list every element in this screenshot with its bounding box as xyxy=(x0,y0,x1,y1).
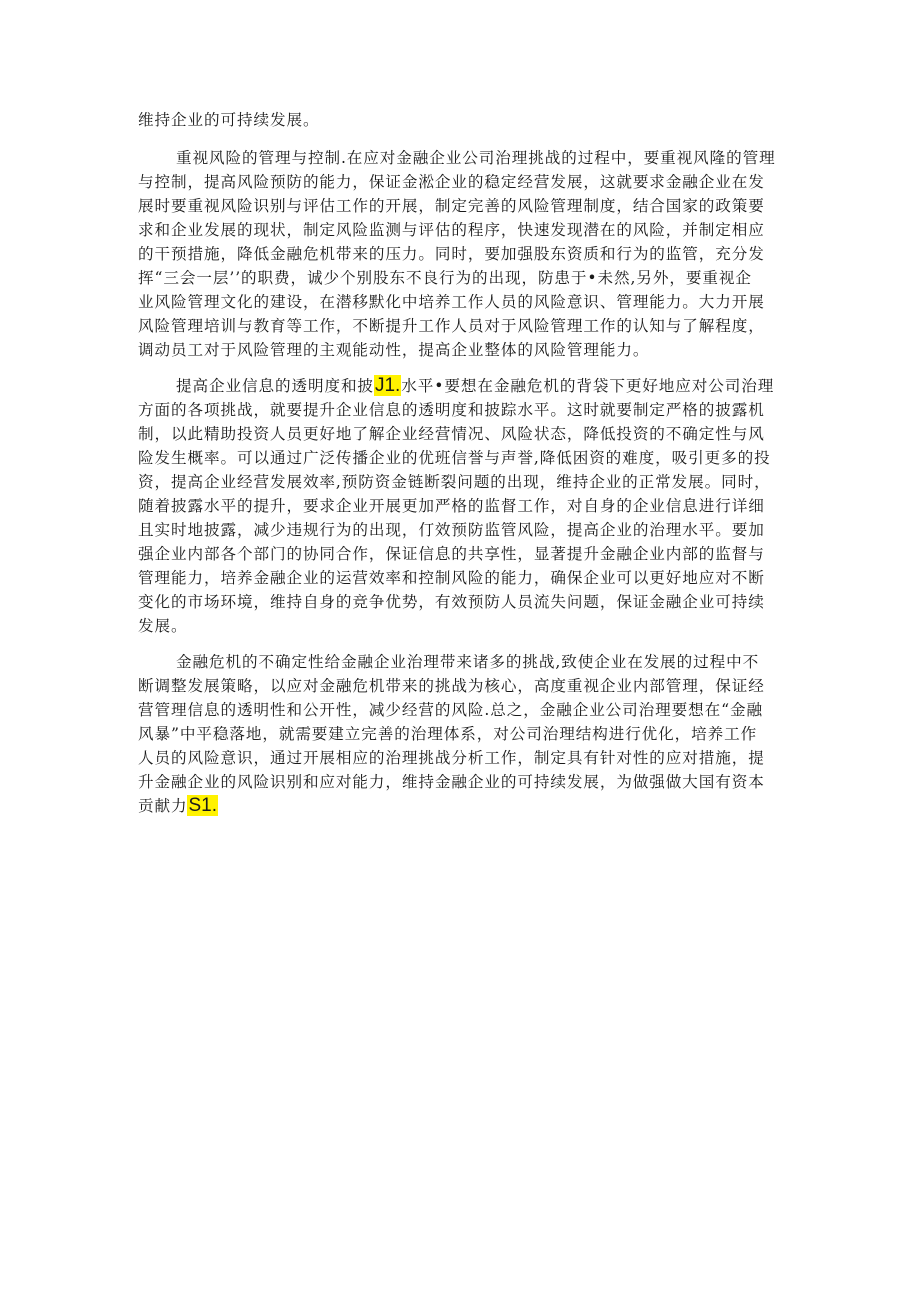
line-text-after: 水平•要想在金融危机的背袋下更好地应对公司治理 xyxy=(401,377,775,395)
text-line: 随着披露水平的提升，要求企业开展更加严格的监督工作，对自身的企业信息进行详细 xyxy=(138,497,765,515)
text-line: 求和企业发展的现状，制定风险监测与评估的程序，快速发现潜在的风险，并制定相应 xyxy=(138,221,765,239)
text-line: 业风险管理文化的建设，在潜移默化中培养工作人员的风险意识、管理能力。大力开展 xyxy=(138,293,765,311)
text-line: 展时要重视风险识别与评估工作的开展，制定完善的风险管理制度，结合国家的政策要 xyxy=(138,197,765,215)
line-text-before: 提高企业信息的透明度和披 xyxy=(176,377,374,395)
text-line: 资，提高企业经营发展效率,预防资金链断裂问题的出现，维持企业的正常发展。同时， xyxy=(138,473,771,491)
text-line: 且实时地披露，减少违规行为的出现，仃效预防监管风险，提高企业的治理水平。要加 xyxy=(138,521,765,539)
text-line: 维持企业的可持续发展。 xyxy=(138,111,320,129)
text-line: 人员的风险意识，通过开展相应的治理挑战分析工作，制定具有针对性的应对措施，提 xyxy=(138,749,765,767)
text-line: 与控制，提高风险预防的能力，保证金淞企业的稳定经营发展，这就要求金融企业在发 xyxy=(138,173,765,191)
text-line: 断调整发展策略，以应对金融危机带来的挑战为核心，高度重视企业内部管理，保证经 xyxy=(138,677,765,695)
text-line: 制，以此精助投资人员更好地了解企业经营情况、风险状态，降低投资的不确定性与风 xyxy=(138,425,765,443)
text-line: 挥“三会一层’’的职费，诚少个别股东不良行为的出现，防患于•未然,另外，要重视企 xyxy=(138,269,752,287)
text-line: 风暴”中平稳落地，就需要建立完善的治理体系，对公司治理结构进行优化，培养工作 xyxy=(138,725,758,743)
text-line xyxy=(138,794,218,818)
text-line: 升金融企业的风险识别和应对能力，维持金融企业的可持续发展，为做强做大国有资本 xyxy=(138,773,765,791)
text-line: 方面的各项挑战，就要提升企业信息的透明度和披踪水平。这时就要制定严格的披露机 xyxy=(138,401,765,419)
highlighted-ocr-artifact: S1. xyxy=(188,795,218,816)
text-line: 险发生概率。可以通过广泛传播企业的优班信誉与声誉,降低困资的难度，吸引更多的投 xyxy=(138,449,771,467)
text-line: 金融危机的不确定性给金融企业治理带来诸多的挑战,致使企业在发展的过程中不 xyxy=(176,653,760,671)
text-line: 强企业内部各个部门的协同合作，保证信息的共享性，显著提升金融企业内部的监督与 xyxy=(138,545,765,563)
text-line xyxy=(176,374,774,398)
text-line: 营管理信息的透明性和公开性，减少经营的风险.总之，金融企业公司治理要想在“金融 xyxy=(138,701,763,719)
text-line: 管理能力，培养金融企业的运营效率和控制风险的能力，确保企业可以更好地应对不断 xyxy=(138,569,765,587)
text-line: 风险管理培训与教育等工作，不断提升工作人员对于风险管理工作的认知与了解程度， xyxy=(138,317,765,335)
text-line: 调动员工对于风险管理的主观能动性，提高企业整体的风险管理能力。 xyxy=(138,341,650,359)
text-line: 发展。 xyxy=(138,617,188,635)
line-text-before: 贡献力 xyxy=(138,797,188,815)
text-line: 变化的市场环境，维持自身的竞争优势，有效预防人员流失问题，保证金融企业可持续 xyxy=(138,593,765,611)
highlighted-ocr-artifact: J1. xyxy=(374,375,401,396)
text-line: 的干预措施，降低金融危机带来的压力。同时，要加强股东资质和行为的监管，充分发 xyxy=(138,245,765,263)
text-line: 重视风险的管理与控制.在应对金融企业公司治理挑战的过程中，要重视风隆的管理 xyxy=(176,149,776,167)
